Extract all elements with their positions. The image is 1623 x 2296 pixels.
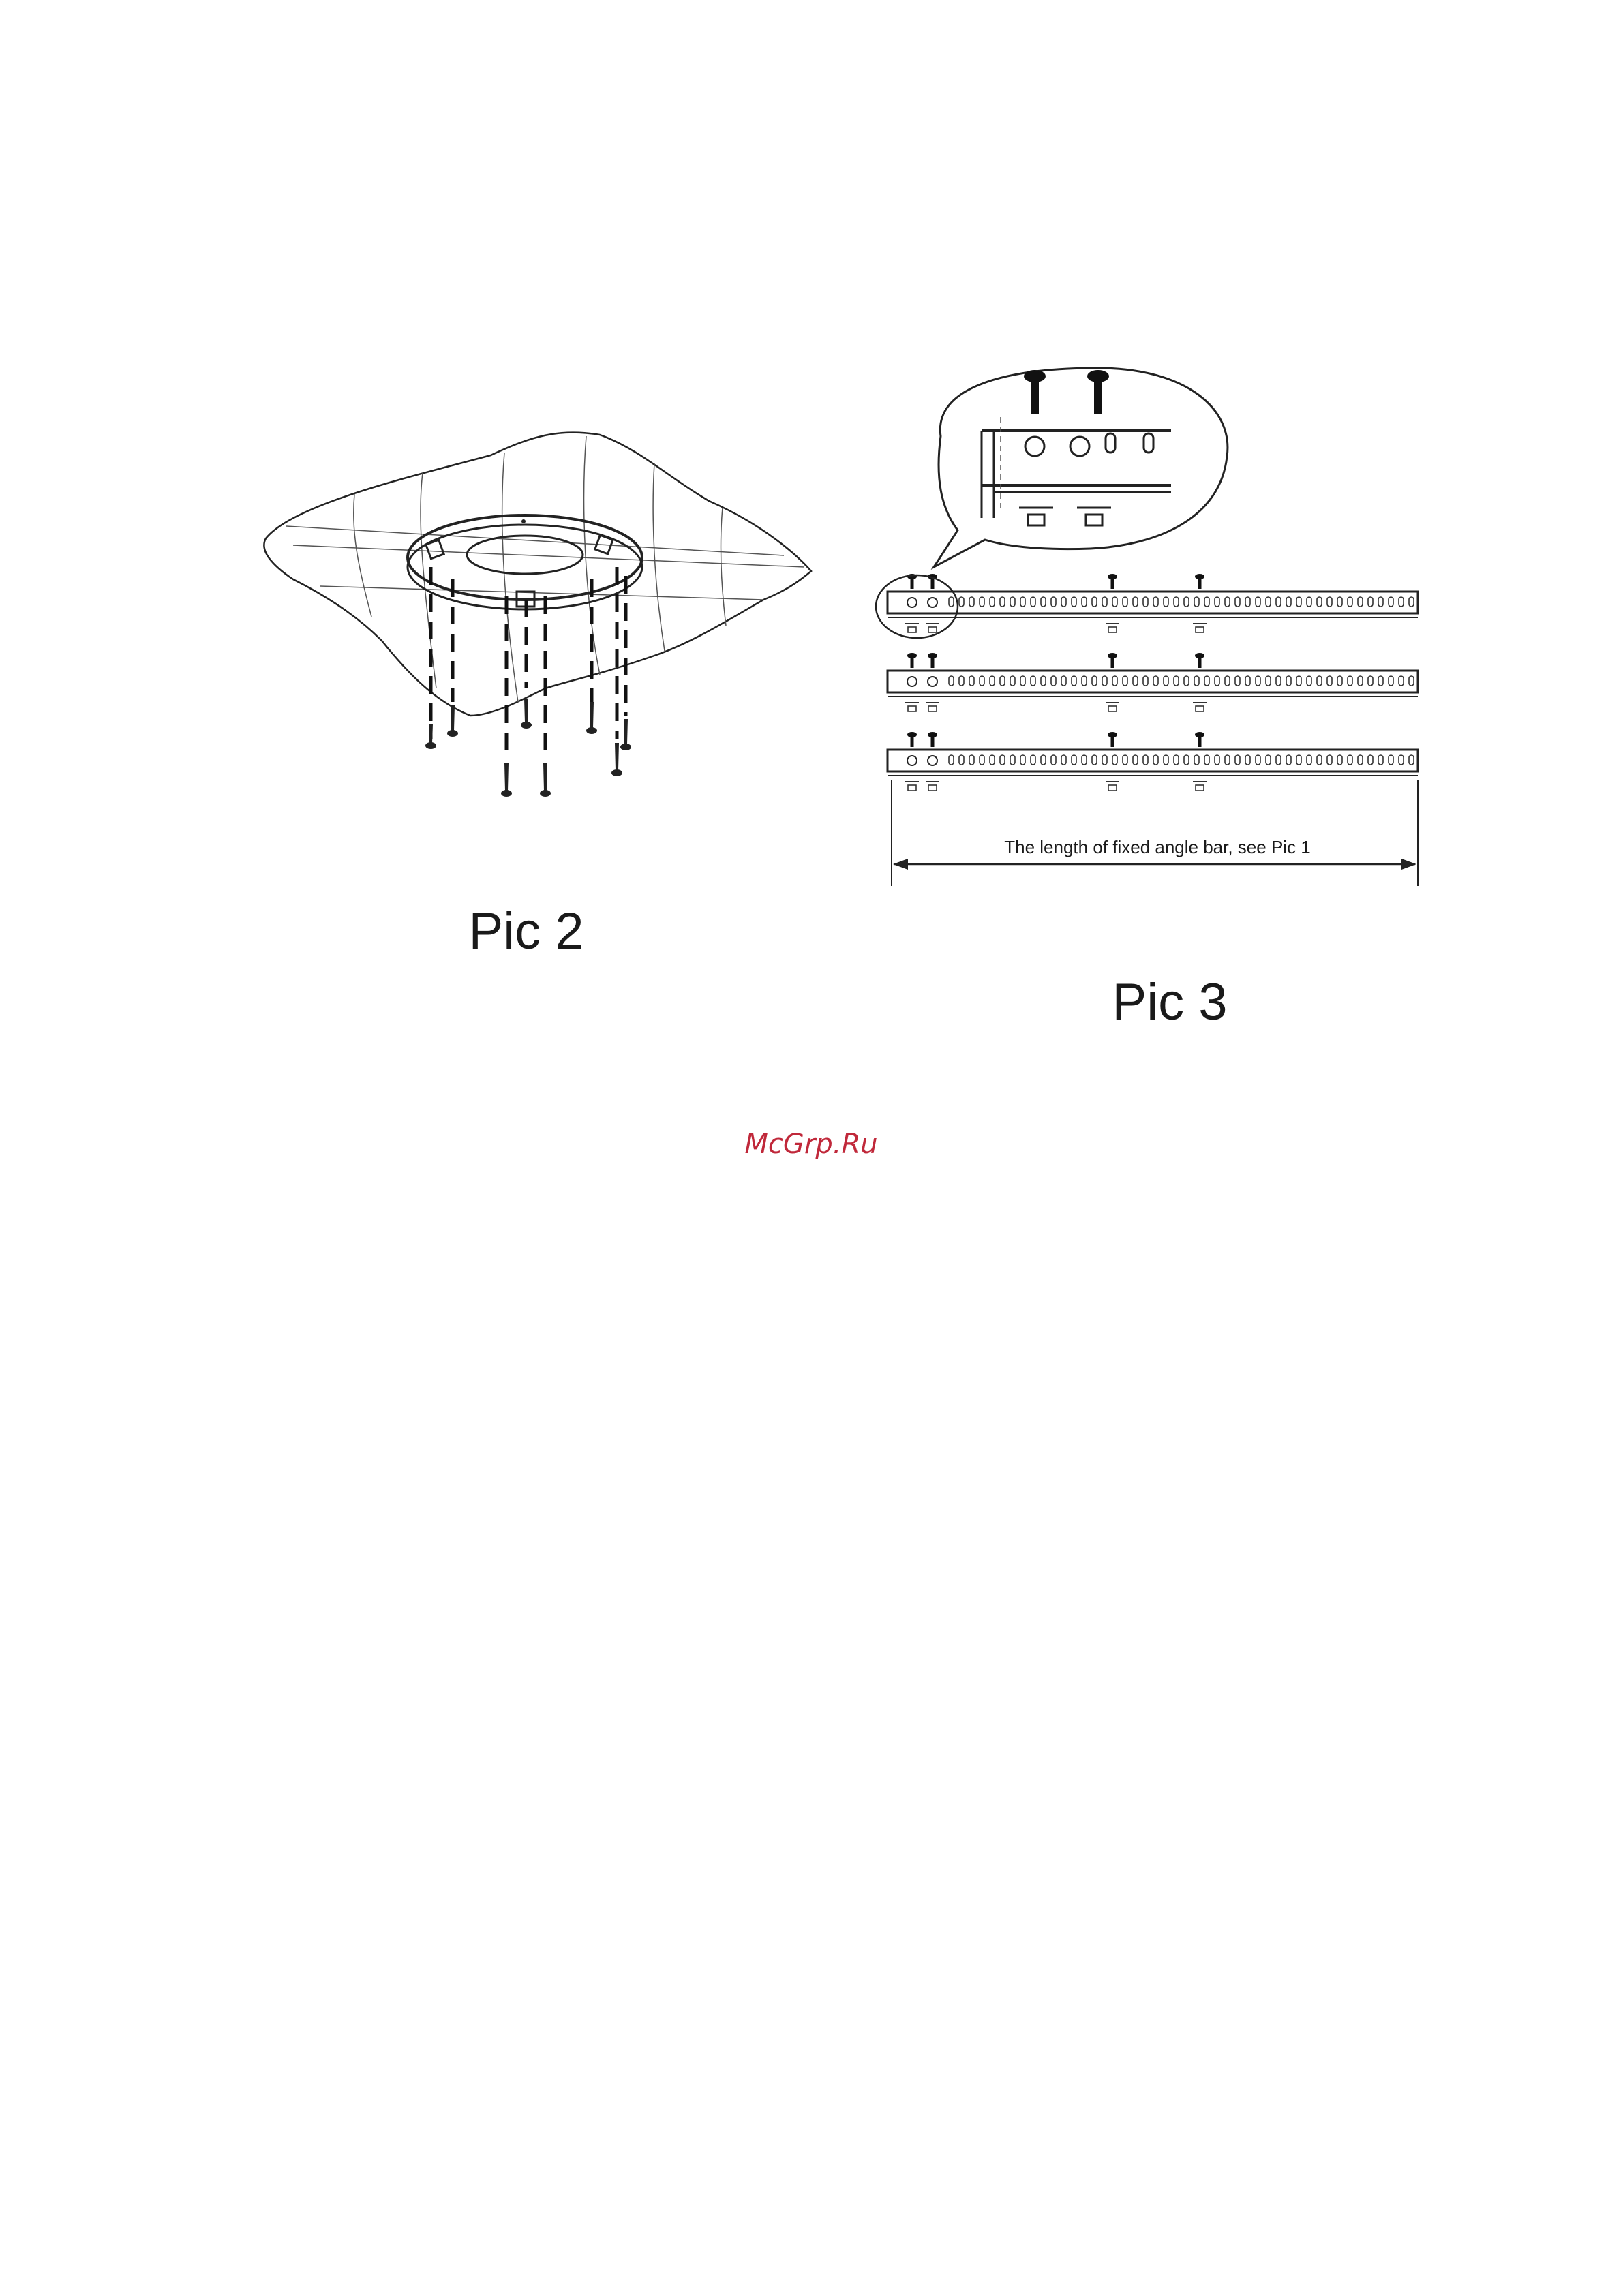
bar-slot [1164,597,1168,607]
screw-icon [907,732,917,747]
bar-slot [1112,676,1117,686]
bar-slot [1389,755,1393,765]
bar-slot [1296,676,1301,686]
cage-nut-icon [926,624,939,632]
bar-slot [1020,597,1025,607]
bar-slot [1296,597,1301,607]
bar-slot [1072,755,1076,765]
bar-screw-hole [907,756,917,765]
screw-icon [928,653,937,668]
bar-slot [1317,676,1322,686]
bar-slot [1348,597,1352,607]
screw-icon [928,732,937,747]
bar-slot [1378,597,1383,607]
bar-slot [1245,755,1250,765]
bar-slot [1286,597,1291,607]
bar-slot [1102,597,1107,607]
bar-slot [1072,676,1076,686]
watermark-text: McGrp.Ru [744,1129,878,1160]
arrow-right-icon [1401,859,1416,870]
callout-bubble [934,368,1228,567]
bar-slot [1164,755,1168,765]
screw-icon [1195,732,1204,747]
bar-slot [1123,597,1127,607]
bar-slot [1041,597,1046,607]
bar-slot [1112,755,1117,765]
screw-icon [586,702,597,734]
detail-screw-hole [1025,437,1044,456]
bar-slot [1174,597,1179,607]
cage-nut-icon [905,624,919,632]
bar-slot [1204,755,1209,765]
bar-slot [1317,755,1322,765]
bar-slot [1092,676,1097,686]
bar-slot [1000,597,1005,607]
bar-slot [1082,755,1087,765]
bar-slot [1204,597,1209,607]
screw-icon [1087,370,1109,414]
bar-slot [1256,676,1260,686]
bar-slot [1020,755,1025,765]
bar-slot [1184,597,1189,607]
bar-slot [1276,676,1281,686]
bar-slot [1051,597,1056,607]
bar-slot [1082,597,1087,607]
detail-screw-hole [1070,437,1089,456]
bar-screw-hole [907,598,917,607]
screw-icon [1195,653,1204,668]
dimension-line [892,780,1418,886]
bar-slot [1010,676,1015,686]
bar-slot [1245,597,1250,607]
bar-slot [1041,755,1046,765]
bar-slot [1266,755,1271,765]
bar-slot [1061,676,1066,686]
bar-slot [1000,755,1005,765]
cage-nut-icon [1019,508,1111,525]
screw-icon [1108,653,1117,668]
bar-slot [1389,597,1393,607]
screw-icon [907,653,917,668]
wall-screws [425,699,631,797]
bar-slot [1399,676,1404,686]
angle-bar [888,671,1418,697]
bar-slot [1133,597,1138,607]
bar-slot [1286,676,1291,686]
bar-slot [1368,597,1373,607]
bar-screw-hole [928,598,937,607]
bar-screw-hole [928,677,937,686]
screw-icon [521,699,532,729]
bar-slot [1061,597,1066,607]
bar-slot [1399,597,1404,607]
bar-slot [1143,597,1148,607]
bar-slot [949,755,954,765]
bar-slot [1153,676,1158,686]
bar-slot [1337,676,1342,686]
bar-slot [1133,676,1138,686]
detail-slot [1144,433,1153,453]
bar-slot [1215,676,1219,686]
bar-slot [1225,597,1230,607]
cage-nut-icon [905,782,919,791]
bar-slot [1174,755,1179,765]
bar-slot [1399,755,1404,765]
bar-slot [1307,755,1311,765]
bar-slot [1072,597,1076,607]
bar-slot [1245,676,1250,686]
magnified-detail-callout [934,368,1228,567]
bar-slot [1296,755,1301,765]
bar-slot [1112,597,1117,607]
screw-icon [501,763,512,797]
bar-slot [990,676,995,686]
bar-slot [1327,755,1332,765]
bar-slot [969,676,974,686]
bar-slot [1225,755,1230,765]
bar-slot [1082,676,1087,686]
bar-slot [1102,676,1107,686]
bar-slot [1092,755,1097,765]
screw-icon [1195,574,1204,589]
bar-slot [1194,755,1199,765]
bar-slot [990,597,995,607]
bar-slot [1327,597,1332,607]
bar-slot [1368,755,1373,765]
bar-slot [969,755,974,765]
dimension-label: The length of fixed angle bar, see Pic 1 [1004,837,1311,857]
bar-slot [1204,676,1209,686]
ring-top-dot [521,519,526,523]
bar-slot [1358,755,1363,765]
screw-icon [540,763,551,797]
bar-slot [1031,676,1035,686]
pic2-caption: Pic 2 [468,902,584,960]
bar-slot [959,597,964,607]
bar-slot [1235,597,1240,607]
bar-slot [1194,597,1199,607]
cage-nut-icon [905,703,919,711]
bar-slot [980,597,984,607]
bar-slot [1337,597,1342,607]
bar-slot [969,597,974,607]
bar-slot [1276,755,1281,765]
bar-slot [1174,676,1179,686]
screw-icon [425,724,436,749]
bar-slot [1409,755,1414,765]
bar-slot [1358,676,1363,686]
bar-slot [1164,676,1168,686]
bar-slot [1307,676,1311,686]
bar-slot [1010,597,1015,607]
bar-slot [1123,676,1127,686]
bar-slot [1337,755,1342,765]
bar-slot [1143,755,1148,765]
bar-slot [1225,676,1230,686]
detail-slot [1106,433,1115,453]
bar-screw-hole [928,756,937,765]
bar-slot [1358,597,1363,607]
bar-slot [1348,755,1352,765]
pic3-angle-bar-diagram [876,368,1418,1031]
bar-slot [1143,676,1148,686]
bar-slot [949,676,954,686]
bar-slot [1194,676,1199,686]
bar-slot [1031,755,1035,765]
screw-icon [1108,574,1117,589]
bar-slot [1409,676,1414,686]
cage-nut-icon [1106,624,1119,632]
bar-slot [1051,676,1056,686]
bar-slot [1102,755,1107,765]
bar-slot [1235,676,1240,686]
bar-slot [1235,755,1240,765]
bar-slot [1061,755,1066,765]
cage-nut-icon [926,703,939,711]
bar-slot [959,676,964,686]
bar-slot [1123,755,1127,765]
bar-slot [1409,597,1414,607]
bar-slot [1327,676,1332,686]
bar-slot [1307,597,1311,607]
screw-icon [1108,732,1117,747]
cage-nut-icon [1106,782,1119,791]
bar-screw-hole [907,677,917,686]
bar-slot [1092,597,1097,607]
angle-bar [888,750,1418,776]
bar-slot [1317,597,1322,607]
bar-slot [1184,676,1189,686]
bar-slot [1276,597,1281,607]
bar-slot [1010,755,1015,765]
bar-slot [1256,597,1260,607]
bar-slot [1215,755,1219,765]
bar-slot [1000,676,1005,686]
bar-slot [1389,676,1393,686]
bar-slot [1348,676,1352,686]
bar-slot [1031,597,1035,607]
bar-slot [1368,676,1373,686]
cage-nut-icon [1193,703,1207,711]
bar-slot [1153,755,1158,765]
bar-slot [1153,597,1158,607]
angle-bar [888,592,1418,617]
pic2-ceiling-mount-diagram [264,433,811,960]
pic3-caption: Pic 3 [1112,973,1228,1031]
bar-slot [1266,597,1271,607]
bar-slot [980,755,984,765]
cage-nut-icon [1193,782,1207,791]
screw-icon [1024,370,1046,414]
bar-slot [1184,755,1189,765]
bar-slot [1215,597,1219,607]
bar-slot [1266,676,1271,686]
arrow-left-icon [893,859,908,870]
bar-slot [1378,755,1383,765]
bar-slot [1041,676,1046,686]
screw-icon [620,719,631,750]
bar-slot-rows [949,597,1414,765]
screw-icon [447,705,458,737]
bar-slot [1133,755,1138,765]
ring-tab-left [426,540,444,559]
bar-slot [1378,676,1383,686]
cage-nut-icon [1106,703,1119,711]
bar-slot [980,676,984,686]
bar-slot [1256,755,1260,765]
bar-slot [949,597,954,607]
cage-nut-icon [926,782,939,791]
bar-slot [990,755,995,765]
cage-nut-icon [1193,624,1207,632]
bar-slot [1020,676,1025,686]
bar-slot [1051,755,1056,765]
bar-slot [1286,755,1291,765]
mount-ring-outer [408,515,642,600]
bar-slot [959,755,964,765]
